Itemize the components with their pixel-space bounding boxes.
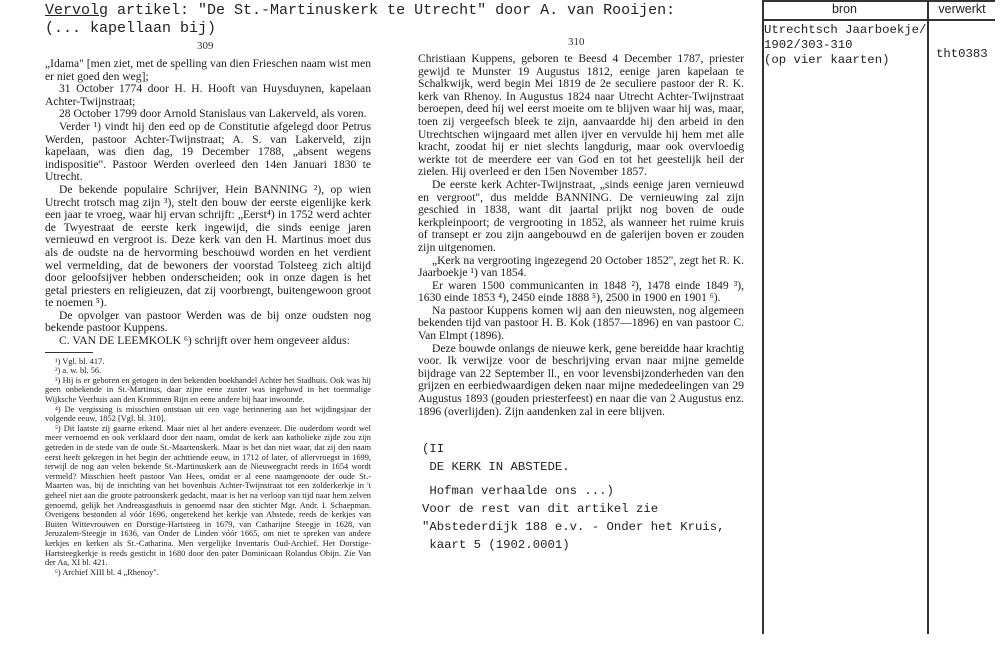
footnote: ⁶) Archief XIII bl. 4 „Rhenoy". [55,567,159,577]
header-title: artikel: "De St.-Martinuskerk te Utrecht" door A. van Rooijen: [108,2,676,19]
paragraph: Christiaan Kuppens, geboren te Beesd 4 December 1787, priester gewijd te Munster 19 Augustus 1812, eenige jaren kapelaan te Schalkwijk, werd begin Mei 1819 de 2e seculiere pastoor der R. K. kerk van Rhenoy. In Augustus 1824 naar Utrecht Achter-Twijnstraat beroepen, deed hij wel eerst moeite om te blijven waar hij was, maar, toen zij vergeefsch bleek te zijn, aanvaardde hij den arbeid in den Utrechtschen wijngaard met allen ijver en vervulde hij hem met alle kracht, zoodat hij er niet slechts langdurig, maar ook overvloedig werkte tot de meerdere eer van God en tot het geestelijk heil der zielen. Hij overleed er den 15en November 1857. [418,52,744,179]
paragraph: De eerste kerk Achter-Twijnstraat, „sinds eenige jaren vernieuwd en vergroot", dus meldde BANNING. De vernieuwing zal zijn geschied in 1838, want dit jaartal prijkt nog boven de oude kerkpleinpoort; de vergrooting in 1852, als wanneer het ruime kruis of transept er zou zijn aangebouwd en de galerijen boven er zouden zijn uitgenomen. [418,177,744,254]
paragraph: De opvolger van pastoor Werden was de bij onze oudsten nog bekende pastoor Kuppens. [45,308,371,335]
table-header-border [762,19,995,21]
table-left-border [762,0,764,634]
paragraph: „Kerk na vergrooting ingezegend 20 October 1852", zegt het R. K. Jaarboekje ¹) van 1854. [418,253,744,280]
typed-line: "Abstederdijk 188 e.v. - Onder het Kruis, [422,520,725,535]
page-309-column [45,58,371,577]
header-subtitle: (... kapellaan bij) [45,20,217,37]
paragraph: Verder ¹) vindt hij den eed op de Constitutie afgelegd door Petrus Werden, pastoor Achter-Twijnstraat; A. S. van Lakerveld, zijn kapelaan, was dien dag, 19 December 1788, „absent wegens indispositie". Pastoor Werden overleed den 14en Januari 1830 te Utrecht. [45,119,371,184]
paragraph: 31 October 1774 door H. H. Hooft van Huysduynen, kapelaan Achter-Twijnstraat; [45,82,371,108]
typed-line: DE KERK IN ABSTEDE. [422,460,570,475]
card-header [45,2,675,38]
typed-line: Voor de rest van dit artikel zie [422,502,659,517]
paragraph: Na pastoor Kuppens komen wij aan den nieuwsten, nog algemeen bekenden tijd van pastoor H. B. Kok (1857—1896) en van pastoor C. Van Elmpt (1896). [418,303,744,343]
typed-note [422,440,744,554]
verwerkt-value: tht0383 [936,47,988,61]
header-label: Vervolg [45,2,109,19]
paragraph: De bekende populaire Schrijver, Hein BANNING ²), op wien Utrecht trotsch mag zijn ³), stelt den bouw der eerste eigenlijke kerk een jaar te vroeg, waar hij ervan schrijft: „Eerst⁴) in 1752 werd achter de Twyestraat de eerste kerk ingewijd, die sinds eenige jaren vernieuwd en vergroot is. Deze kerk van den H. Martinus moet dus als de oudste na de hervorming beschouwd worden en het verdient wel vermelding, dat de bewoners der voorstad Tolsteeg zich altijd door geloofsijver hebben onderscheiden; ook in onze dagen is het getal priesters en religieuzen, dat zij voorbrengt, buitengewoon groot te noemen ⁵). [45,182,371,310]
footnote-divider [45,352,93,353]
footnotes [45,357,371,578]
typed-line: kaart 5 (1902.0001) [422,538,570,553]
column-header-verwerkt: verwerkt [938,2,986,16]
bron-value: Utrechtsch Jaarboekje/ 1902/303-310 (op vier kaarten) [764,23,927,67]
footnote: ⁵) Dit laatste zij gaarne erkend. Maar niet al het andere evenzeer. Die ouderdom wordt wel meer vernoemd en ook verklaard door den naam, omdat de kerk aan katholieke zijde zou zijn getreden in de stede van de oude St.-Maartenskerk. Maar is het dan niet waar, dat zij den naam eerst heeft gekregen in het begin der achttiende eeuw, in 1712 of later, of allervroegst in 1699, terwijl de nog aan velen bekende St.-Martinuskerk aan de Nieuwegracht reeds in 1654 wordt vermeld? Misschien heeft pastoor Van Hees, omdat er al eene naamgenoote der oude St.-Maarten was, bij de inrichting van het bovenhuis Achter-Twijnstraat tot een zolderkerkje in 't geheel niet aan die groote patroonskerk gedacht, maar is het na verloop van tijd naar hem zelven genoemd, gelijk het Andreasgasthuis is genoemd naar den stichter Mgr. Andr. I. Schaepman. Overigens bestonden al vóór 1696, ongerekend het kerkje van Abstede, reeds de kerkjes van Buiten Wittevrouwen en Dorstige-Hartsteeg in 1679, van Catharijne Steegje in 1628, van Jeruzalem-Steegje in 1636, van Onder de Linden vóór 1665, om niet te spreken van andere kerkjes en kerken als St.-Catharina. Men vergelijke Inventaris Oud-Archief. Het Dorstige-Hartsteegkerkje is reeds gesticht in 1680 door den pater Dominicaan Rolandus Obijn. Zie Van der Aa, XI bl. 421. [45,423,371,568]
typed-line: Hofman verhaalde ons ...) [422,484,614,499]
footnote: ³) Hij is er geboren en getogen in den bekenden boekhandel Achter het Stadhuis. Ook was hij geen onbekende in St.-Martinus, daar zijne eene zuster was ingehuwd in het toenmalige Wijksche Veerhuis aan den Krommen Rijn en eene andere bij haar inwoonde. [45,375,371,405]
footnote: ⁴) De vergissing is misschien ontstaan uit een vage herinnering aan het wijdingsjaar der volgende eeuw, 1852 [Vgl. bl. 310]. [45,404,371,424]
paragraph: Deze bouwde onlangs de nieuwe kerk, gene bereidde haar krachtig voor. Ik verwijze voor de beschrijving ervan naar mijne gemelde bijdrage van 22 September ll., en voor levensbijzonderheden van den grijzen en eerbiedwaardigen deken naar mijne mededeelingen van 29 Augustus 1893 (gouden priesterfeest) en naar die van 2 Augustus enz. 1896 (overlijden). Zijn aandenken zal in eere blijven. [418,341,744,418]
column-header-bron: bron [831,2,858,16]
footnote: ²) a. w. bl. 56. [55,366,102,376]
page-310-column [418,53,744,554]
page-number-310: 310 [568,36,585,48]
paragraph: 28 October 1799 door Arnold Stanislaus van Lakerveld, als voren. [59,107,367,121]
paragraph: „Idama" [men ziet, met de spelling van dien Frieschen naam wist men er niet goed den weg]; [45,57,371,83]
index-table [762,0,995,634]
footnote: ¹) Vgl. bl. 417. [55,356,105,366]
paragraph: Er waren 1500 communicanten in 1848 ²), 1478 einde 1849 ³), 1630 einde 1853 ⁴), 2450 einde 1888 ⁵), 2500 in 1900 en 1901 ⁶). [418,278,744,305]
page-number-309: 309 [197,40,214,52]
typed-line: (II [422,442,445,457]
table-column-divider [927,0,929,634]
paragraph: C. VAN DE LEEMKOLK ⁶) schrijft over hem ongeveer aldus: [59,334,350,348]
